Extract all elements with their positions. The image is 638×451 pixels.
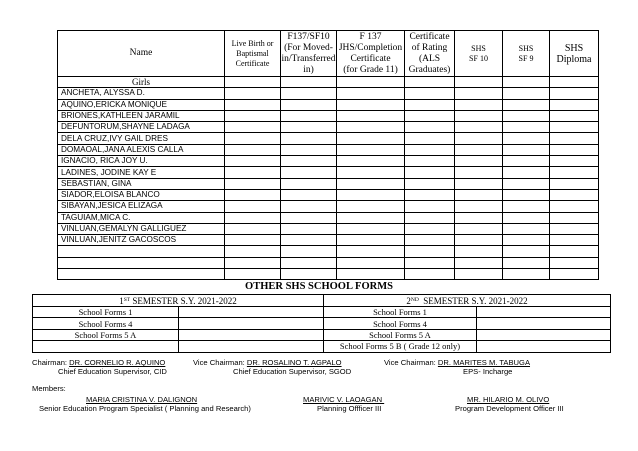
checkbox-cell <box>281 88 337 99</box>
sem1-form-check <box>179 329 324 340</box>
checkbox-cell <box>503 212 550 223</box>
student-name-cell: DOMAOAL,JANA ALEXIS CALLA <box>58 144 225 155</box>
checkbox-cell <box>503 88 550 99</box>
checkbox-cell <box>550 189 599 200</box>
checkbox-cell <box>225 246 281 257</box>
table-row <box>58 269 599 280</box>
checkbox-cell <box>405 110 455 121</box>
checkbox-cell <box>405 212 455 223</box>
student-name-cell: VINLUAN,GEMALYN GALLIGUEZ <box>58 223 225 234</box>
checkbox-cell <box>455 110 503 121</box>
col-header-shs-sf10: SHS SF 10 <box>455 31 503 77</box>
checkbox-cell <box>455 269 503 280</box>
checkbox-cell <box>405 178 455 189</box>
checkbox-cell <box>455 201 503 212</box>
checkbox-cell <box>405 269 455 280</box>
checkbox-cell <box>550 122 599 133</box>
checkbox-cell <box>337 156 405 167</box>
forms-row <box>33 318 611 329</box>
checkbox-cell <box>550 269 599 280</box>
member-2-name: MARIVIC V. LAOAGAN <box>303 395 385 404</box>
checkbox-cell <box>503 246 550 257</box>
checkbox-cell <box>550 88 599 99</box>
checkbox-cell <box>225 257 281 268</box>
checkbox-cell <box>550 133 599 144</box>
student-name-cell: VINLUAN,JENITZ GACOSCOS <box>58 235 225 246</box>
checkbox-cell <box>550 144 599 155</box>
table-row <box>58 178 599 189</box>
student-name-cell: DELA CRUZ,IVY GAIL DRES <box>58 133 225 144</box>
checkbox-cell <box>503 257 550 268</box>
table-row <box>58 257 599 268</box>
sem1-form-check <box>179 318 324 329</box>
checkbox-cell <box>503 223 550 234</box>
col-header-f137-sf10: F137/SF10 (For Moved- in/Transferred in) <box>281 31 336 75</box>
checkbox-cell <box>550 110 599 121</box>
checkbox-cell <box>225 133 281 144</box>
checkbox-cell <box>550 246 599 257</box>
sem2-form-check <box>477 341 611 352</box>
checkbox-cell <box>225 201 281 212</box>
checkbox-cell <box>550 212 599 223</box>
checkbox-cell <box>225 223 281 234</box>
checkbox-cell <box>337 133 405 144</box>
checkbox-cell <box>405 144 455 155</box>
checkbox-cell <box>281 167 337 178</box>
table-row <box>58 189 599 200</box>
header-row <box>58 31 599 77</box>
forms-row <box>33 341 611 352</box>
checkbox-cell <box>455 99 503 110</box>
vice-chairman-2-name: DR. MARITES M. TABUGA <box>437 358 531 367</box>
student-name-cell: SIADOR,ELOISA BLANCO <box>58 189 225 200</box>
checkbox-cell <box>281 110 337 121</box>
checkbox-cell <box>337 110 405 121</box>
checkbox-cell <box>550 99 599 110</box>
group-label: Girls <box>58 77 225 88</box>
checkbox-cell <box>455 167 503 178</box>
chairman-name: DR. CORNELIO R. AQUINO <box>69 358 166 367</box>
checkbox-cell <box>281 122 337 133</box>
checkbox-cell <box>225 189 281 200</box>
student-name-cell: BRIONES,KATHLEEN JARAMIL <box>58 110 225 121</box>
checkbox-cell <box>503 156 550 167</box>
student-name-cell: TAGUIAM,MICA C. <box>58 212 225 223</box>
checkbox-cell <box>281 212 337 223</box>
checkbox-cell <box>455 88 503 99</box>
checkbox-cell <box>550 257 599 268</box>
checkbox-cell <box>503 133 550 144</box>
col-header-shs-diploma: SHS Diploma <box>550 31 599 77</box>
sem1-form-check <box>179 307 324 318</box>
checkbox-cell <box>405 235 455 246</box>
checkbox-cell <box>405 88 455 99</box>
checkbox-cell <box>337 212 405 223</box>
checkbox-cell <box>225 99 281 110</box>
forms-row <box>33 329 611 340</box>
checkbox-cell <box>455 144 503 155</box>
checkbox-cell <box>405 122 455 133</box>
col-header-f137-jhs: F 137 JHS/Completion Certificate (for Grade 11) <box>337 31 405 77</box>
vice-chairman-1-signatory: Vice Chairman: DR. ROSALINO T. AGPALO <box>193 358 342 367</box>
forms-row <box>33 307 611 318</box>
checkbox-cell <box>281 144 337 155</box>
checkbox-cell <box>225 144 281 155</box>
sem2-form-check <box>477 307 611 318</box>
checkbox-cell <box>405 223 455 234</box>
sem1-form-check <box>179 341 324 352</box>
chairman-signatory: Chairman: DR. CORNELIO R. AQUINO <box>32 358 166 367</box>
member-1-title: Senior Education Program Specialist ( Planning and Research) <box>39 404 251 413</box>
checkbox-cell <box>405 257 455 268</box>
checkbox-cell <box>455 133 503 144</box>
checkbox-cell <box>337 122 405 133</box>
student-name-cell <box>58 257 225 268</box>
checkbox-cell <box>503 269 550 280</box>
checkbox-cell <box>281 156 337 167</box>
checkbox-cell <box>281 178 337 189</box>
sem1-form-label: School Forms 5 A <box>33 329 179 340</box>
table-row <box>58 223 599 234</box>
student-name-cell: DEFUNTORUM,SHAYNE LADAGA <box>58 122 225 133</box>
checkbox-cell <box>337 99 405 110</box>
student-name-cell <box>58 269 225 280</box>
table-row <box>58 99 599 110</box>
checkbox-cell <box>281 201 337 212</box>
checkbox-cell <box>405 201 455 212</box>
table-row <box>58 246 599 257</box>
col-header-shs-sf9: SHS SF 9 <box>503 31 550 77</box>
student-name-cell: SIBAYAN,JESICA ELIZAGA <box>58 201 225 212</box>
checkbox-cell <box>337 144 405 155</box>
col-header-birth-certificate: Live Birth or Baptismal Certificate <box>225 31 281 77</box>
other-forms-title: OTHER SHS SCHOOL FORMS <box>245 281 393 292</box>
vice-chairman-1-name: DR. ROSALINO T. AGPALO <box>246 358 342 367</box>
checkbox-cell <box>455 212 503 223</box>
checkbox-cell <box>225 212 281 223</box>
table-row <box>58 212 599 223</box>
student-name-cell: AQUINO,ERICKA MONIQUE <box>58 99 225 110</box>
table-row <box>58 235 599 246</box>
checkbox-cell <box>503 201 550 212</box>
checkbox-cell <box>281 189 337 200</box>
checkbox-cell <box>455 156 503 167</box>
checkbox-cell <box>281 99 337 110</box>
checkbox-cell <box>405 156 455 167</box>
vice-chairman-2-title: EPS- Incharge <box>463 367 513 376</box>
student-name-cell: LADINES, JODINE KAY E <box>58 167 225 178</box>
table-row <box>58 144 599 155</box>
checkbox-cell <box>225 178 281 189</box>
checkbox-cell <box>225 167 281 178</box>
checkbox-cell <box>455 189 503 200</box>
col-header-name: Name <box>58 31 225 77</box>
sem2-form-label: School Forms 4 <box>324 318 477 329</box>
group-row-girls <box>58 77 599 88</box>
checkbox-cell <box>405 99 455 110</box>
vice-chairman-1-title: Chief Education Supervisor, SGOD <box>233 367 352 376</box>
checkbox-cell <box>337 201 405 212</box>
checkbox-cell <box>281 257 337 268</box>
sem2-form-label: School Forms 5 B ( Grade 12 only) <box>324 341 477 352</box>
checkbox-cell <box>503 189 550 200</box>
checkbox-cell <box>337 257 405 268</box>
second-semester-header: 2ND SEMESTER S.Y. 2021-2022 <box>324 295 611 307</box>
checkbox-cell <box>281 133 337 144</box>
checkbox-cell <box>503 122 550 133</box>
student-name-cell <box>58 246 225 257</box>
checkbox-cell <box>337 167 405 178</box>
checkbox-cell <box>455 235 503 246</box>
checkbox-cell <box>225 110 281 121</box>
first-semester-header: 1ST SEMESTER S.Y. 2021-2022 <box>33 295 324 307</box>
table-row <box>58 201 599 212</box>
checkbox-cell <box>281 246 337 257</box>
checkbox-cell <box>337 88 405 99</box>
table-row <box>58 167 599 178</box>
chairman-title: Chief Education Supervisor, CID <box>58 367 167 376</box>
sem2-form-check <box>477 329 611 340</box>
table-row <box>58 110 599 121</box>
sem1-form-label <box>33 341 179 352</box>
other-shs-forms-table <box>32 294 611 353</box>
members-label: Members: <box>32 384 66 393</box>
member-2-title: Planning Offficer III <box>317 404 382 413</box>
sem1-form-label: School Forms 1 <box>33 307 179 318</box>
checkbox-cell <box>455 178 503 189</box>
member-1-name: MARIA CRISTINA V. DALIGNON <box>86 395 198 404</box>
student-name-cell: ANCHETA, ALYSSA D. <box>58 88 225 99</box>
checkbox-cell <box>225 235 281 246</box>
checkbox-cell <box>225 122 281 133</box>
sem2-form-check <box>477 318 611 329</box>
checkbox-cell <box>337 269 405 280</box>
table-row <box>58 133 599 144</box>
checkbox-cell <box>503 99 550 110</box>
checkbox-cell <box>550 167 599 178</box>
checkbox-cell <box>550 201 599 212</box>
checkbox-cell <box>405 167 455 178</box>
checkbox-cell <box>337 246 405 257</box>
sem2-form-label: School Forms 1 <box>324 307 477 318</box>
table-row <box>58 88 599 99</box>
student-name-cell: SEBASTIAN, GINA <box>58 178 225 189</box>
checkbox-cell <box>281 269 337 280</box>
semester-header-row <box>33 295 611 307</box>
checkbox-cell <box>503 178 550 189</box>
checkbox-cell <box>503 144 550 155</box>
checkbox-cell <box>455 223 503 234</box>
checkbox-cell <box>225 156 281 167</box>
student-name-cell: IGNACIO, RICA JOY U. <box>58 156 225 167</box>
col-header-certificate-of-rating: Certificate of Rating (ALS Graduates) <box>405 31 455 77</box>
checkbox-cell <box>550 223 599 234</box>
checkbox-cell <box>337 189 405 200</box>
checkbox-cell <box>550 235 599 246</box>
checkbox-cell <box>550 178 599 189</box>
checkbox-cell <box>455 257 503 268</box>
checkbox-cell <box>405 133 455 144</box>
member-3-name: MR. HILARIO M. OLIVO <box>467 395 550 404</box>
table-row <box>58 156 599 167</box>
table-row <box>58 122 599 133</box>
checkbox-cell <box>455 246 503 257</box>
checkbox-cell <box>405 189 455 200</box>
checkbox-cell <box>337 223 405 234</box>
checkbox-cell <box>337 178 405 189</box>
sem1-form-label: School Forms 4 <box>33 318 179 329</box>
checkbox-cell <box>225 88 281 99</box>
checkbox-cell <box>281 235 337 246</box>
requirements-checklist-table <box>57 30 599 280</box>
checkbox-cell <box>455 122 503 133</box>
sem2-form-label: School Forms 5 A <box>324 329 477 340</box>
checkbox-cell <box>337 235 405 246</box>
checkbox-cell <box>503 235 550 246</box>
checkbox-cell <box>550 156 599 167</box>
checkbox-cell <box>281 223 337 234</box>
member-3-title: Program Development Officer III <box>455 404 564 413</box>
checkbox-cell <box>503 110 550 121</box>
checkbox-cell <box>503 167 550 178</box>
checkbox-cell <box>405 246 455 257</box>
vice-chairman-2-signatory: Vice Chairman: DR. MARITES M. TABUGA <box>384 358 531 367</box>
checkbox-cell <box>225 269 281 280</box>
